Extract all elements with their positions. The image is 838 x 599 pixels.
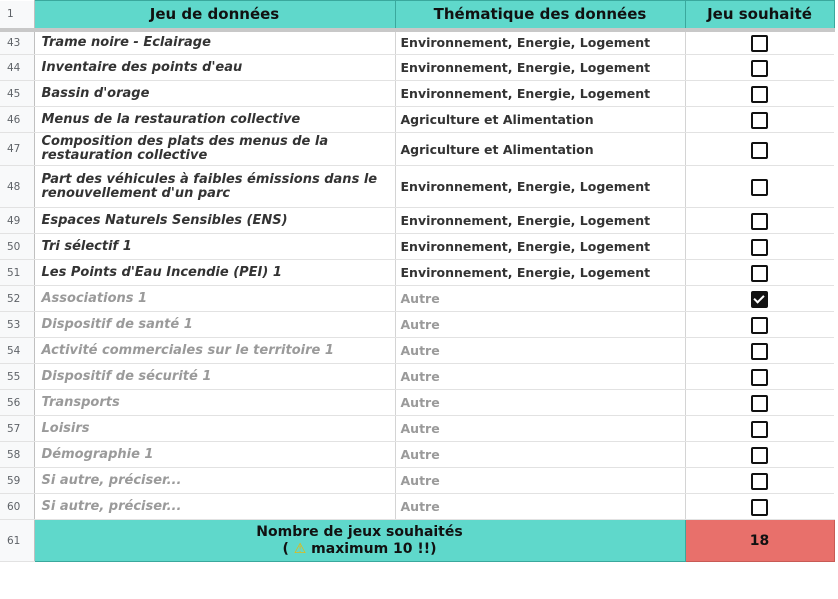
dataset-name-cell[interactable]: Bassin d'orage [34,81,395,107]
dataset-name-cell[interactable]: Inventaire des points d'eau [34,55,395,81]
table-row [0,133,834,166]
dataset-name-cell[interactable]: Part des véhicules à faibles émissions dans le renouvellement d'un parc [34,166,395,208]
wanted-checkbox[interactable] [751,395,768,412]
wanted-cell [685,234,834,260]
wanted-cell [685,364,834,390]
row-number[interactable]: 47 [0,133,34,166]
dataset-name-cell[interactable]: Loisirs [34,416,395,442]
dataset-name-cell[interactable]: Activité commerciales sur le territoire 1 [34,338,395,364]
column-header-wanted[interactable]: Jeu souhaité [685,1,834,30]
dataset-name-cell[interactable]: Si autre, préciser... [34,494,395,520]
table-row [0,55,834,81]
theme-cell[interactable]: Autre [395,312,685,338]
column-header-dataset[interactable]: Jeu de données [34,1,395,30]
dataset-name-cell[interactable]: Les Points d'Eau Incendie (PEI) 1 [34,260,395,286]
table-row [0,494,834,520]
theme-cell[interactable]: Environnement, Energie, Logement [395,81,685,107]
row-number[interactable]: 54 [0,338,34,364]
wanted-cell [685,416,834,442]
dataset-name-cell[interactable]: Trame noire - Eclairage [34,30,395,55]
wanted-checkbox[interactable] [751,473,768,490]
table-row [0,286,834,312]
wanted-cell [685,494,834,520]
row-number[interactable]: 49 [0,208,34,234]
column-header-theme[interactable]: Thématique des données [395,1,685,30]
theme-cell[interactable]: Autre [395,364,685,390]
warning-icon: ⚠ [293,540,307,557]
wanted-checkbox[interactable] [751,213,768,230]
theme-cell[interactable]: Environnement, Energie, Logement [395,234,685,260]
total-label-cell[interactable] [34,520,685,562]
row-number[interactable]: 48 [0,166,34,208]
row-number[interactable]: 51 [0,260,34,286]
theme-cell[interactable]: Environnement, Energie, Logement [395,55,685,81]
wanted-cell [685,390,834,416]
theme-cell[interactable]: Autre [395,286,685,312]
maximum-note: maximum 10 !!) [311,540,437,557]
theme-cell[interactable]: Autre [395,494,685,520]
wanted-cell [685,260,834,286]
wanted-cell [685,208,834,234]
table-row [0,468,834,494]
table-row [0,312,834,338]
row-number[interactable]: 56 [0,390,34,416]
table-row [0,260,834,286]
table-row [0,234,834,260]
dataset-name-cell[interactable]: Composition des plats des menus de la restauration collective [34,133,395,166]
theme-cell[interactable]: Autre [395,442,685,468]
theme-cell[interactable]: Autre [395,468,685,494]
row-number[interactable]: 53 [0,312,34,338]
row-number[interactable]: 50 [0,234,34,260]
table-row [0,390,834,416]
dataset-name-cell[interactable]: Espaces Naturels Sensibles (ENS) [34,208,395,234]
table-row [0,364,834,390]
row-number[interactable]: 55 [0,364,34,390]
wanted-cell [685,81,834,107]
table-row [0,107,834,133]
dataset-name-cell[interactable]: Dispositif de santé 1 [34,312,395,338]
row-number[interactable]: 60 [0,494,34,520]
wanted-cell [685,468,834,494]
row-number[interactable]: 61 [0,520,34,562]
theme-cell[interactable]: Agriculture et Alimentation [395,133,685,166]
row-number[interactable]: 45 [0,81,34,107]
row-number[interactable]: 59 [0,468,34,494]
theme-cell[interactable]: Autre [395,416,685,442]
table-row [0,166,834,208]
wanted-checkbox[interactable] [751,142,768,159]
row-number[interactable]: 46 [0,107,34,133]
wanted-checkbox[interactable] [751,265,768,282]
wanted-checkbox[interactable] [751,421,768,438]
dataset-name-cell[interactable]: Transports [34,390,395,416]
wanted-checkbox[interactable] [751,369,768,386]
wanted-cell [685,338,834,364]
table-row [0,30,834,55]
wanted-checkbox[interactable] [751,499,768,516]
dataset-name-cell[interactable]: Démographie 1 [34,442,395,468]
theme-cell[interactable]: Autre [395,390,685,416]
wanted-checkbox[interactable] [751,179,768,196]
theme-cell[interactable]: Agriculture et Alimentation [395,107,685,133]
wanted-checkbox[interactable] [751,239,768,256]
table-row [0,338,834,364]
wanted-checkbox[interactable] [751,35,768,52]
wanted-cell [685,286,834,312]
open-paren: ( [282,540,289,557]
wanted-cell [685,107,834,133]
row-number[interactable]: 44 [0,55,34,81]
wanted-checkbox[interactable] [751,112,768,129]
table-row [0,208,834,234]
dataset-name-cell[interactable]: Tri sélectif 1 [34,234,395,260]
wanted-cell [685,30,834,55]
row-number[interactable]: 43 [0,30,34,55]
table-row [0,81,834,107]
header-row [0,1,834,30]
total-limit-note [35,541,685,558]
theme-cell[interactable]: Environnement, Energie, Logement [395,166,685,208]
dataset-name-cell[interactable]: Dispositif de sécurité 1 [34,364,395,390]
wanted-checkbox[interactable] [751,291,768,308]
row-number[interactable]: 57 [0,416,34,442]
wanted-cell [685,166,834,208]
wanted-checkbox[interactable] [751,343,768,360]
row-number[interactable]: 52 [0,286,34,312]
dataset-name-cell[interactable]: Si autre, préciser... [34,468,395,494]
table-row [0,442,834,468]
total-row [0,520,834,562]
wanted-checkbox[interactable] [751,447,768,464]
row-number[interactable]: 1 [0,1,34,30]
wanted-cell [685,133,834,166]
theme-cell[interactable]: Environnement, Energie, Logement [395,30,685,55]
row-number[interactable]: 58 [0,442,34,468]
wanted-cell [685,55,834,81]
theme-cell[interactable]: Environnement, Energie, Logement [395,208,685,234]
total-value-cell[interactable]: 18 [685,520,834,562]
dataset-name-cell[interactable]: Menus de la restauration collective [34,107,395,133]
wanted-checkbox[interactable] [751,86,768,103]
wanted-checkbox[interactable] [751,317,768,334]
total-label: Nombre de jeux souhaités [256,523,463,540]
table-row [0,416,834,442]
wanted-checkbox[interactable] [751,60,768,77]
wanted-cell [685,312,834,338]
wanted-cell [685,442,834,468]
dataset-name-cell[interactable]: Associations 1 [34,286,395,312]
theme-cell[interactable]: Autre [395,338,685,364]
theme-cell[interactable]: Environnement, Energie, Logement [395,260,685,286]
